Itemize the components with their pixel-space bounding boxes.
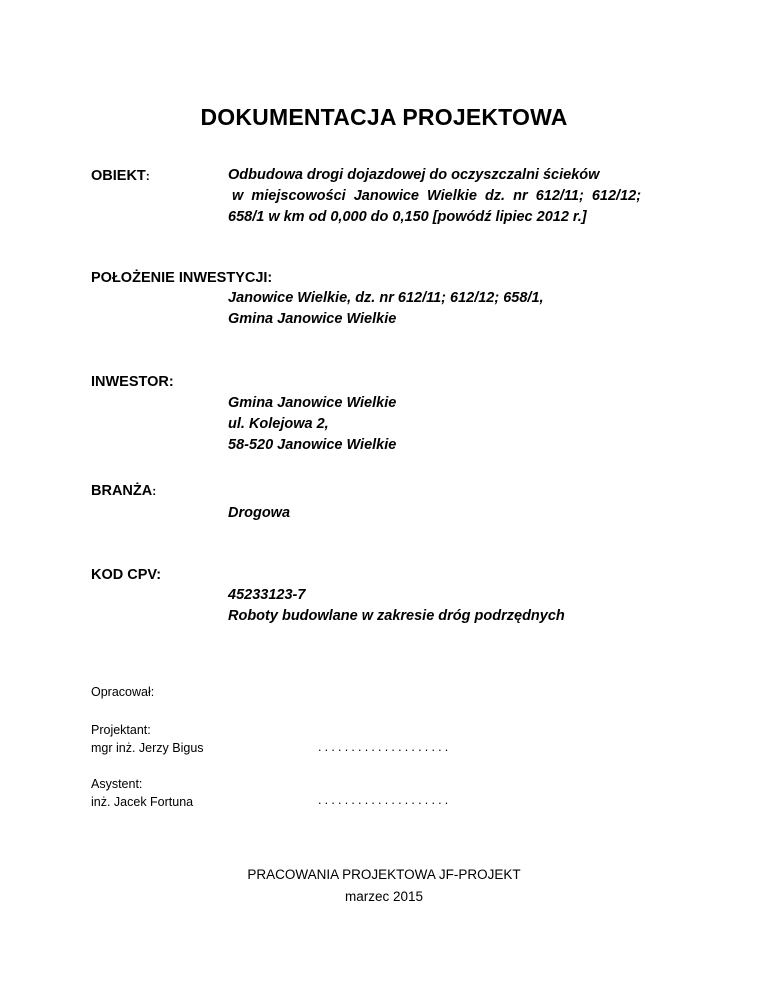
branza-value [228, 503, 290, 524]
kod-cpv-line-1: 45233123-7 [228, 587, 306, 603]
asystent-name: inż. Jacek Fortuna [91, 795, 194, 809]
branza-label-colon: : [152, 484, 157, 498]
obiekt-value [228, 165, 641, 228]
obiekt-line-2: w miejscowości Janowice Wielkie dz. nr 612/11; 612/12; [228, 188, 642, 204]
footer [0, 864, 768, 908]
footer-date: marzec 2015 [344, 889, 424, 904]
polozenie-line-2: Gmina Janowice Wielkie [228, 311, 397, 327]
projektant-signature-line: .................... [318, 740, 452, 754]
polozenie-line-1: Janowice Wielkie, dz. nr 612/11; 612/12; 658/1, [228, 290, 544, 306]
opracowal-text: Opracował: [91, 685, 155, 699]
projektant-name: mgr inż. Jerzy Bigus [91, 741, 204, 755]
inwestor-line-2: ul. Kolejowa 2, [228, 416, 329, 432]
polozenie-value [228, 288, 544, 330]
inwestor-value [228, 393, 396, 456]
inwestor-label: INWESTOR: [91, 374, 174, 390]
polozenie-label: POŁOŻENIE INWESTYCJI: [91, 270, 273, 286]
document-title: DOKUMENTACJA PROJEKTOWA [200, 104, 568, 130]
obiekt-label [91, 168, 150, 184]
branza-label [91, 483, 156, 499]
obiekt-label-colon: : [145, 169, 150, 183]
inwestor-line-3: 58-520 Janowice Wielkie [228, 437, 397, 453]
projektant-block [91, 721, 204, 757]
opracowal-label [91, 683, 154, 701]
obiekt-line-1: Odbudowa drogi dojazdowej do oczyszczalni ścieków [228, 167, 600, 183]
footer-company: PRACOWANIA PROJEKTOWA JF-PROJEKT [247, 867, 521, 882]
asystent-signature-line: .................... [318, 793, 452, 807]
kod-cpv-line-2: Roboty budowlane w zakresie dróg podrzędnych [228, 608, 565, 624]
asystent-role: Asystent: [91, 777, 143, 791]
obiekt-label-text: OBIEKT [91, 168, 146, 184]
projektant-role: Projektant: [91, 723, 151, 737]
asystent-block [91, 775, 193, 811]
branza-label-text: BRANŻA [91, 483, 153, 499]
obiekt-line-3: 658/1 w km od 0,000 do 0,150 [powódź lipiec 2012 r.] [228, 209, 587, 225]
kod-cpv-value [228, 585, 565, 627]
kod-cpv-label: KOD CPV: [91, 567, 162, 583]
inwestor-line-1: Gmina Janowice Wielkie [228, 395, 397, 411]
branza-line-1: Drogowa [228, 505, 291, 521]
